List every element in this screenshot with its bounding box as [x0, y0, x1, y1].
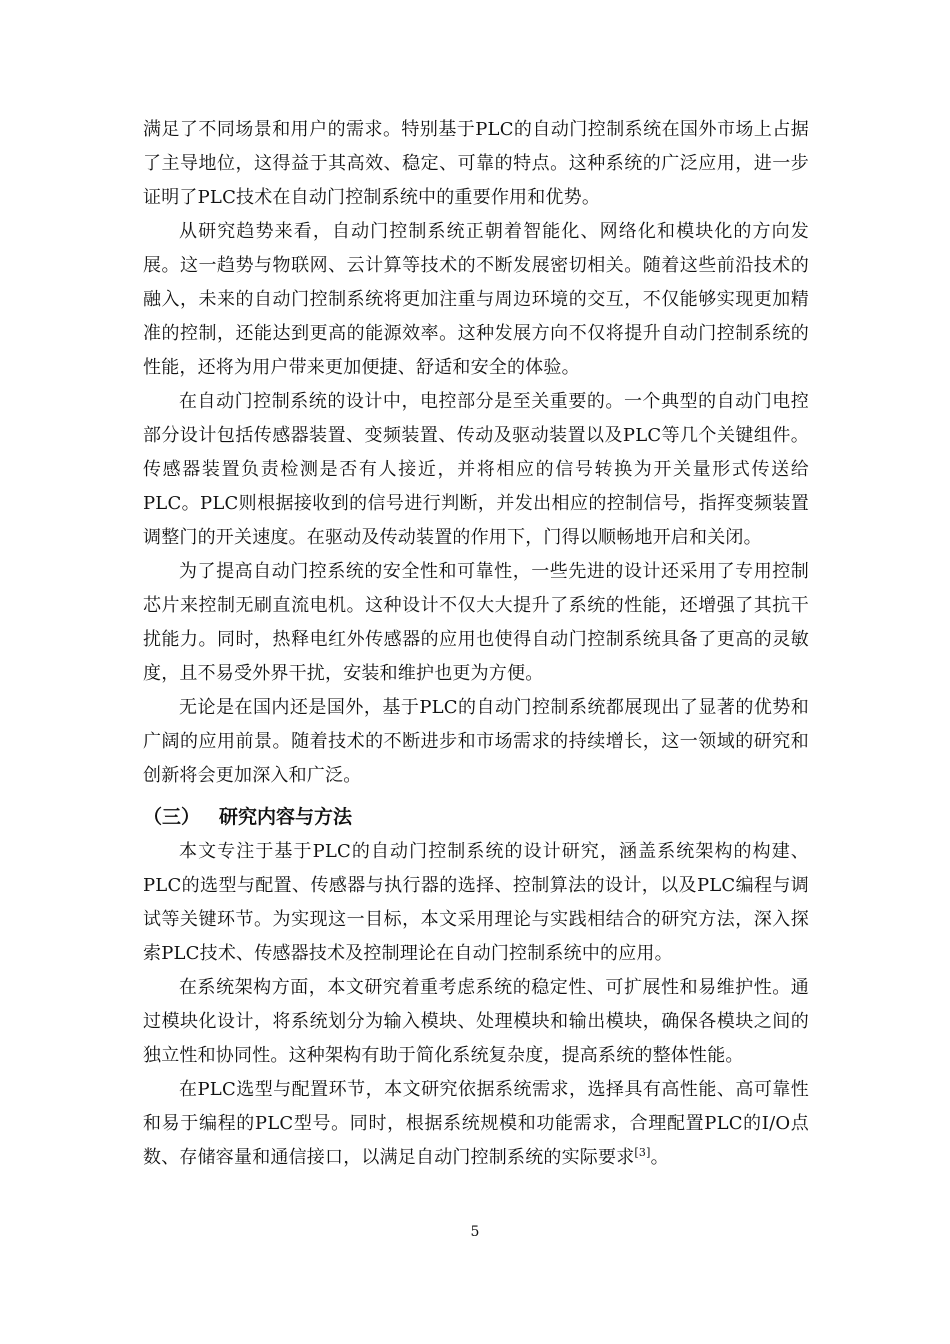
section-number: （三）: [143, 806, 201, 828]
paragraph-research-scope: 本文专注于基于PLC的自动门控制系统的设计研究，涵盖系统架构的构建、PLC的选型与配置、传感器与执行器的选择、控制算法的设计，以及PLC编程与调试等关键环节。为实现这一目标，本文采用理论与实践相结合的研究方法，深入探索PLC技术、传感器技术及控制理论在自动门控制系统中的应用。: [143, 841, 809, 964]
paragraph-system-architecture: 在系统架构方面，本文研究着重考虑系统的稳定性、可扩展性和易维护性。通过模块化设计，将系统划分为输入模块、处理模块和输出模块，确保各模块之间的独立性和协同性。这种架构有助于简化系统复杂度，提高系统的整体性能。: [143, 977, 809, 1066]
section-heading: [143, 799, 809, 835]
paragraph-plc-selection: [143, 1073, 809, 1175]
page-content: [143, 113, 809, 1175]
paragraph-continuation: 满足了不同场景和用户的需求。特别基于PLC的自动门控制系统在国外市场上占据了主导地位，这得益于其高效、稳定、可靠的特点。这种系统的广泛应用，进一步证明了PLC技术在自动门控制系统中的重要作用和优势。: [143, 119, 809, 208]
paragraph-safety-reliability: 为了提高自动门控系统的安全性和可靠性，一些先进的设计还采用了专用控制芯片来控制无刷直流电机。这种设计不仅大大提升了系统的性能，还增强了其抗干扰能力。同时，热释电红外传感器的应用也使得自动门控制系统具备了更高的灵敏度，且不易受外界干扰，安装和维护也更为方便。: [143, 561, 809, 684]
paragraph-electrical-control: 在自动门控制系统的设计中，电控部分是至关重要的。一个典型的自动门电控部分设计包括传感器装置、变频装置、传动及驱动装置以及PLC等几个关键组件。传感器装置负责检测是否有人接近，并将相应的信号转换为开关量形式传送给PLC。PLC则根据接收到的信号进行判断，并发出相应的控制信号，指挥变频装置调整门的开关速度。在驱动及传动装置的作用下，门得以顺畅地开启和关闭。: [143, 391, 809, 548]
section-title: 研究内容与方法: [219, 806, 353, 828]
plc-selection-text: 在PLC选型与配置环节，本文研究依据系统需求，选择具有高性能、高可靠性和易于编程的PLC型号。同时，根据系统规模和功能需求，合理配置PLC的I/O点数、存储容量和通信接口，以满足自动门控制系统的实际要求: [143, 1079, 809, 1168]
paragraph-research-trend: 从研究趋势来看，自动门控制系统正朝着智能化、网络化和模块化的方向发展。这一趋势与物联网、云计算等技术的不断发展密切相关。随着这些前沿技术的融入，未来的自动门控制系统将更加注重与周边环境的交互，不仅能够实现更加精准的控制，还能达到更高的能源效率。这种发展方向不仅将提升自动门控制系统的性能，还将为用户带来更加便捷、舒适和安全的体验。: [143, 221, 809, 378]
paragraph-prospects: 无论是在国内还是国外，基于PLC的自动门控制系统都展现出了显著的优势和广阔的应用前景。随着技术的不断进步和市场需求的持续增长，这一领域的研究和创新将会更加深入和广泛。: [143, 697, 809, 786]
page-number: 5: [470, 1224, 480, 1240]
end-punctuation: 。: [650, 1147, 669, 1168]
citation-reference[interactable]: [3]: [634, 1146, 651, 1159]
